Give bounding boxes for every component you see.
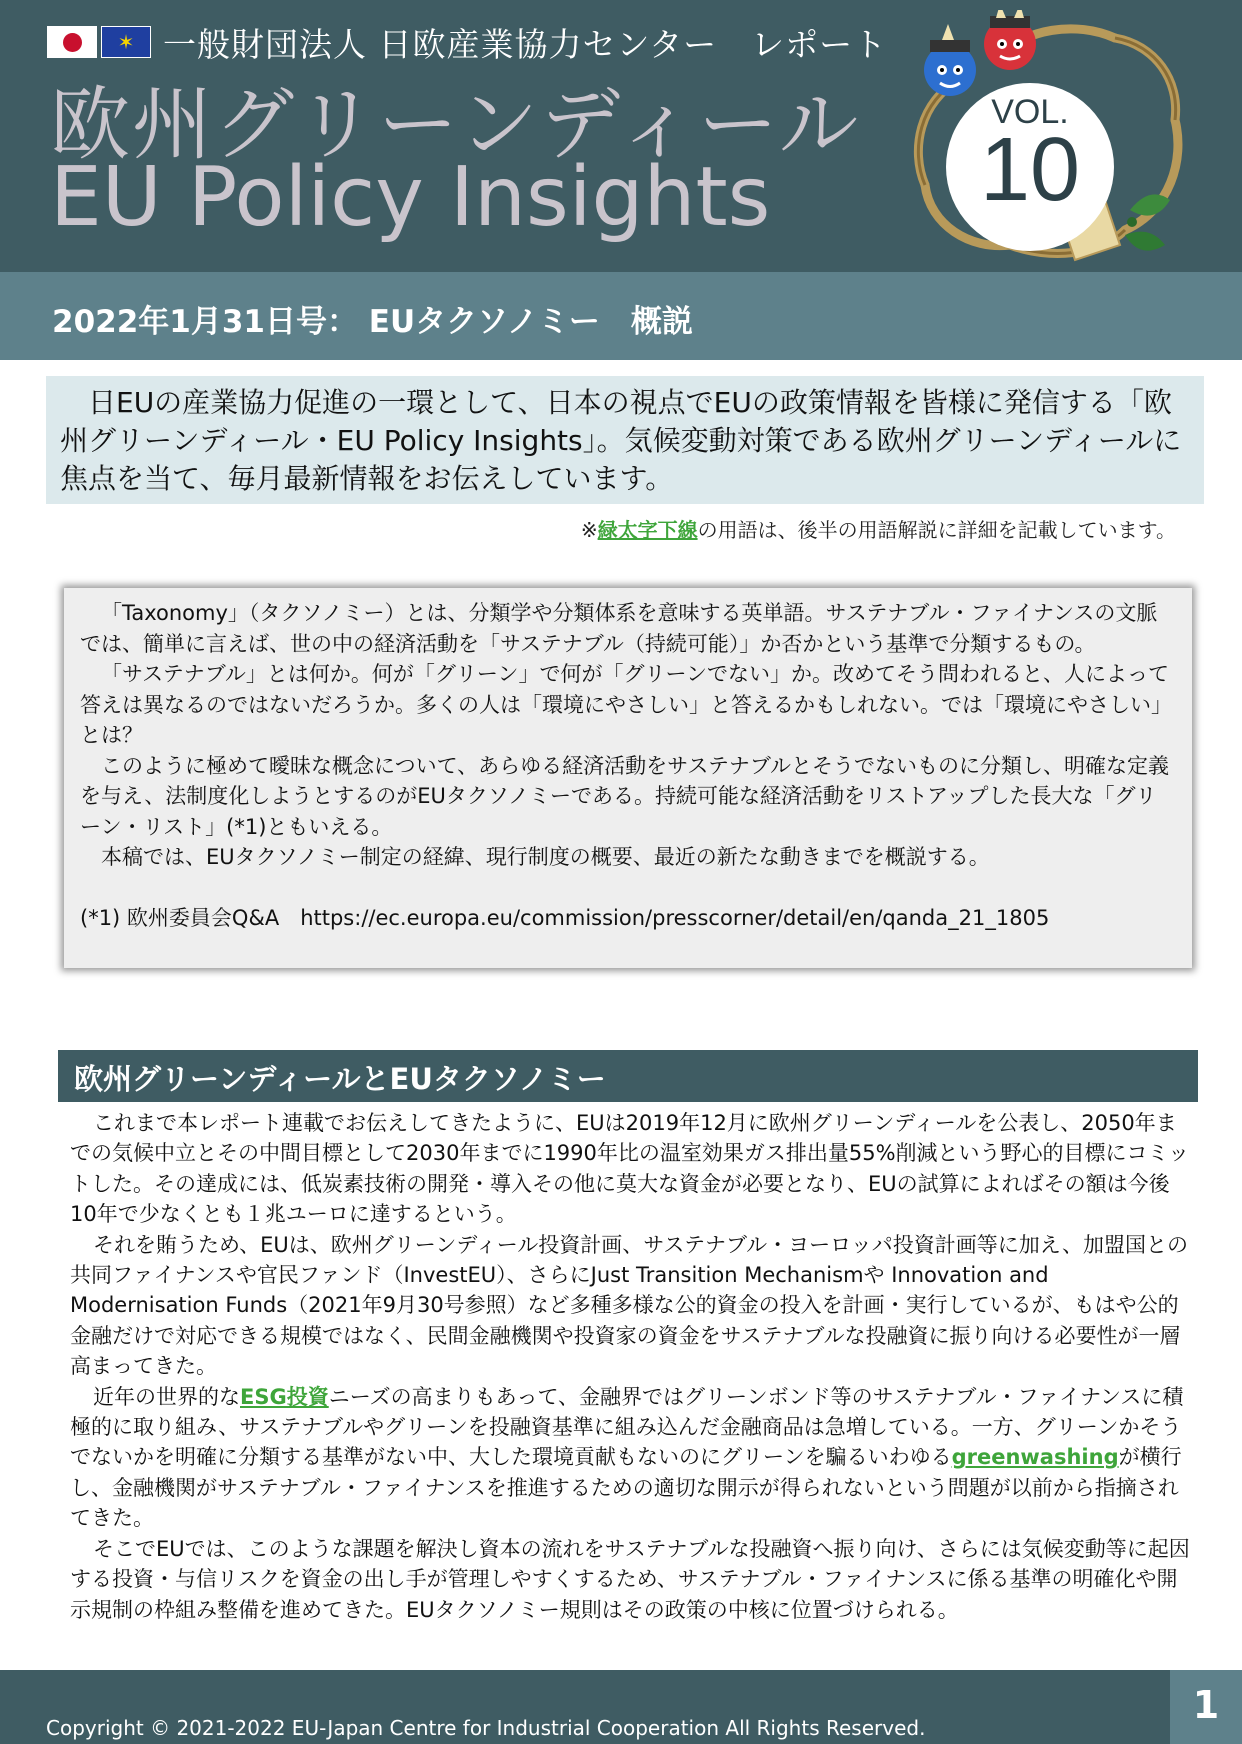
- note-suffix: の用語は、後半の用語解説に詳細を記載しています。: [697, 518, 1176, 542]
- title-english: EU Policy Insights: [50, 150, 771, 245]
- section-heading-bar: [58, 1050, 1198, 1102]
- keyword-note: [581, 514, 1176, 543]
- report-header: [0, 0, 1242, 272]
- body-paragraph: [70, 1382, 1194, 1534]
- summary-footnote: (*1) 欧州委員会Q&A https://ec.europa.eu/commission/presscorner/detail/en/qanda_21_1805: [80, 905, 1050, 930]
- body-paragraph: それを賄うため、EUは、欧州グリーンディール投資計画、サステナブル・ヨーロッパ投資計画等に加え、加盟国との共同ファイナンスや官民ファンド（InvestEU）、さらにJust Transition Mechanismや Innovation and Modernisation Funds（2021年9月30号参照）など多種多様な公的資金の投入を計画・実行しているが、もはや公的金融だけで対応できる規模ではなく、民間金融機関や投資家の資金をサステナブルな投融資に振り向ける必要性が一層高まってきた。: [70, 1232, 1189, 1379]
- section-heading: 欧州グリーンディールとEUタクソノミー: [74, 1062, 606, 1096]
- summary-paragraph: 「Taxonomy」（タクソノミー）とは、分類学や分類体系を意味する英単語。サステナブル・ファイナンスの文脈では、簡単に言えば、世の中の経済活動を「サステナブル（持続可能）」か否かという基準で分類するもの。: [80, 601, 1158, 656]
- org-row: [47, 22, 887, 62]
- note-prefix: ※: [580, 518, 598, 542]
- issue-subtitle-bar: [0, 272, 1242, 360]
- summary-paragraph: 本稿では、EUタクソノミー制定の経緯、現行制度の概要、最近の新たな動きまでを概説する。: [101, 845, 990, 869]
- summary-box: [64, 588, 1192, 968]
- summary-paragraph: このように極めて曖昧な概念について、あらゆる経済活動をサステナブルとそうでないものに分類し、明確な定義を与え、法制度化しようとするのがEUタクソノミーである。持続可能な経済活動をリストアップした長大な「グリーン・リスト」(*1)ともいえる。: [80, 753, 1170, 839]
- section-body: [70, 1108, 1194, 1625]
- title-japanese: 欧州グリーンディール: [50, 78, 861, 171]
- body-text-run: ニーズの高まりもあって、金融界ではグリーンボンド等のサステナブル・ファイナンスに積極的に取り組み、サステナブルやグリーンを投融資基準に組み込んだ金融商品は急増している。一方、グリーンかそうでないかを明確に分類する基準がない中、大した環境貢献もないのにグリーンを騙るいわゆる: [70, 1384, 1184, 1470]
- volume-number: 10: [979, 120, 1081, 220]
- issue-subtitle: 2022年1月31日号： EUタクソノミー 概説: [52, 304, 693, 340]
- body-paragraph: これまで本レポート連載でお伝えしてきたように、EUは2019年12月に欧州グリーンディールを公表し、2050年までの気候中立とその中間目標として2030年までに1990年比の温室効果ガス排出量55%削減という野心的目標にコミットした。その達成には、低炭素技術の開発・導入その他に莫大な資金が必要となり、EUの試算によればその額は今後10年で少なくとも１兆ユーロに達するという。: [70, 1111, 1190, 1227]
- greenwashing-term-link[interactable]: greenwashing: [951, 1445, 1119, 1470]
- note-keyword: 緑太字下線: [597, 518, 698, 542]
- japan-flag-icon: [47, 26, 97, 58]
- volume-label: VOL.: [991, 93, 1069, 131]
- page-footer: [0, 1670, 1242, 1744]
- page-number: 1: [1170, 1670, 1242, 1744]
- body-paragraph: そこでEUでは、このような課題を解決し資本の流れをサステナブルな投融資へ振り向け、さらには気候変動等に起因する投資・与信リスクを資金の出し手が管理しやすくするため、サステナブル・ファイナンスに係る基準の明確化や開示規制の枠組み整備を進めてきた。EUタクソノミー規則はその政策の中核に位置づけられる。: [70, 1536, 1190, 1622]
- eu-flag-icon: ✶: [101, 26, 151, 58]
- body-text-run: 近年の世界的な: [93, 1384, 240, 1409]
- esg-investment-term-link[interactable]: ESG投資: [240, 1384, 329, 1409]
- copyright-text: Copyright © 2021-2022 EU-Japan Centre for Industrial Cooperation All Rights Reserved.: [46, 1716, 926, 1740]
- org-name: 一般財団法人 日欧産業協力センター レポート: [163, 24, 888, 64]
- body-text-run: が横行し、金融機関がサステナブル・ファイナンスを推進するための適切な開示が得られないという問題が以前から指摘されてきた。: [70, 1445, 1182, 1531]
- summary-paragraph: 「サステナブル」とは何か。何が「グリーン」で何が「グリーンでない」か。改めてそう問われると、人によって答えは異なるのではないだろうか。多くの人は「環境にやさしい」と答えるかもしれない。では「環境にやさしい」とは？: [80, 662, 1172, 747]
- intro-box: [46, 376, 1204, 504]
- volume-badge: [946, 83, 1114, 251]
- intro-text: 日EUの産業協力促進の一環として、日本の視点でEUの政策情報を皆様に発信する「欧州グリーンディール・EU Policy Insights」。気候変動対策である欧州グリーンディールに焦点を当て、毎月最新情報をお伝えしています。: [60, 386, 1182, 495]
